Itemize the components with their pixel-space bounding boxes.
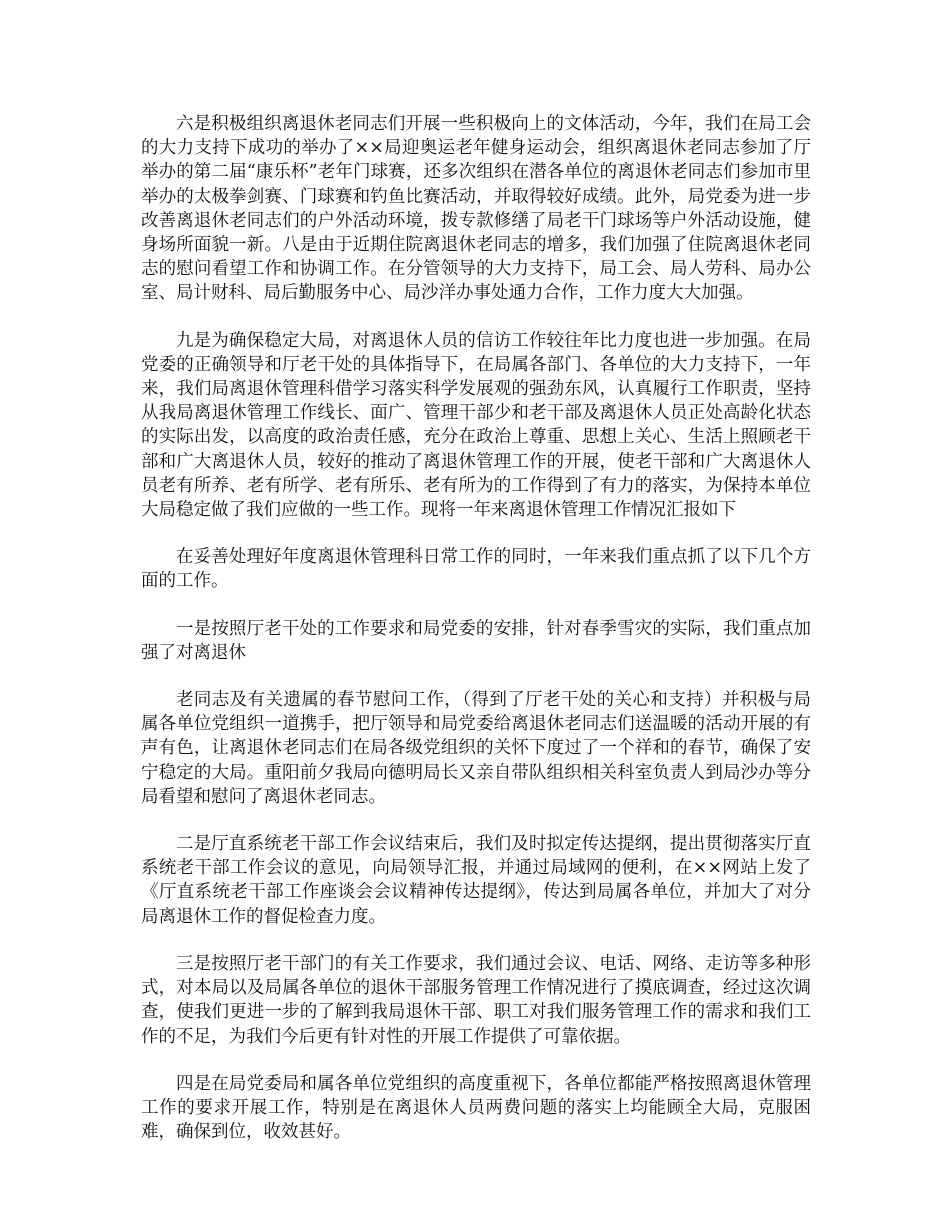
paragraph-2: 九是为确保稳定大局，对离退休人员的信访工作较往年比力度也进一步加强。在局党委的正确领导和厅老干处的具体指导下，在局属各部门、各单位的大力支持下，一年来，我们局离退休管理科借学习落实科学发展观的强劲东风，认真履行工作职责，坚持从我局离退休管理工作线长、面广、管理干部少和老干部及离退休人员正处高龄化状态的实际出发，以高度的政治责任感，充分在政治上尊重、思想上关心、生活上照顾老干部和广大离退休人员，较好的推动了离退休管理工作的开展，使老干部和广大离退休人员老有所养、老有所学、老有所乐、老有所为的工作得到了有力的落实，为保持本单位大局稳定做了我们应做的一些工作。现将一年来离退休管理工作情况汇报如下 (141, 330, 811, 521)
paragraph-8: 四是在局党委局和属各单位党组织的高度重视下，各单位都能严格按照离退休管理工作的要求开展工作，特别是在离退休人员两费问题的落实上均能顾全大局，克服困难，确保到位，收效甚好。 (141, 1073, 811, 1143)
paragraph-3: 在妥善处理好年度离退休管理科日常工作的同时，一年来我们重点抓了以下几个方面的工作。 (141, 547, 811, 592)
document-body (141, 112, 811, 1167)
paragraph-4: 一是按照厅老干处的工作要求和局党委的安排，针对春季雪灾的实际，我们重点加强了对离退休 (141, 618, 811, 663)
paragraph-6: 二是厅直系统老干部工作会议结束后，我们及时拟定传达提纲，提出贯彻落实厅直系统老干部工作会议的意见，向局领导汇报，并通过局域网的便利，在××网站上发了《厅直系统老干部工作座谈会会议精神传达提纲》，传达到局属各单位，并加大了对分局离退休工作的督促检查力度。 (141, 834, 811, 927)
paragraph-7: 三是按照厅老干部门的有关工作要求，我们通过会议、电话、网络、走访等多种形式，对本局以及局属各单位的退休干部服务管理工作情况进行了摸底调查，经过这次调查，使我们更进一步的了解到我局退休干部、职工对我们服务管理工作的需求和我们工作的不足，为我们今后更有针对性的开展工作提供了可靠依据。 (141, 953, 811, 1047)
paragraph-5: 老同志及有关遗属的春节慰问工作，（得到了厅老干处的关心和支持）并积极与局属各单位党组织一道携手，把厅领导和局党委给离退休老同志们送温暖的活动开展的有声有色，让离退休老同志们在局各级党组织的关怀下度过了一个祥和的春节，确保了安宁稳定的大局。重阳前夕我局向德明局长又亲自带队组织相关科室负责人到局沙办等分局看望和慰问了离退休老同志。 (141, 690, 811, 807)
paragraph-1: 六是积极组织离退休老同志们开展一些积极向上的文体活动，今年，我们在局工会的大力支持下成功的举办了××局迎奥运老年健身运动会，组织离退休老同志参加了厅举办的第二届“康乐杯”老年门球赛，还多次组织在潜各单位的离退休老同志们参加市里举办的太极拳剑赛、门球赛和钓鱼比赛活动，并取得较好成绩。此外，局党委为进一步改善离退休老同志们的户外活动环境，拨专款修缮了局老干门球场等户外活动设施，健身场所面貌一新。八是由于近期住院离退休老同志的增多，我们加强了住院离退休老同志的慰问看望工作和协调工作。在分管领导的大力支持下，局工会、局人劳科、局办公室、局计财科、局后勤服务中心、局沙洋办事处通力合作，工作力度大大加强。 (141, 114, 811, 304)
